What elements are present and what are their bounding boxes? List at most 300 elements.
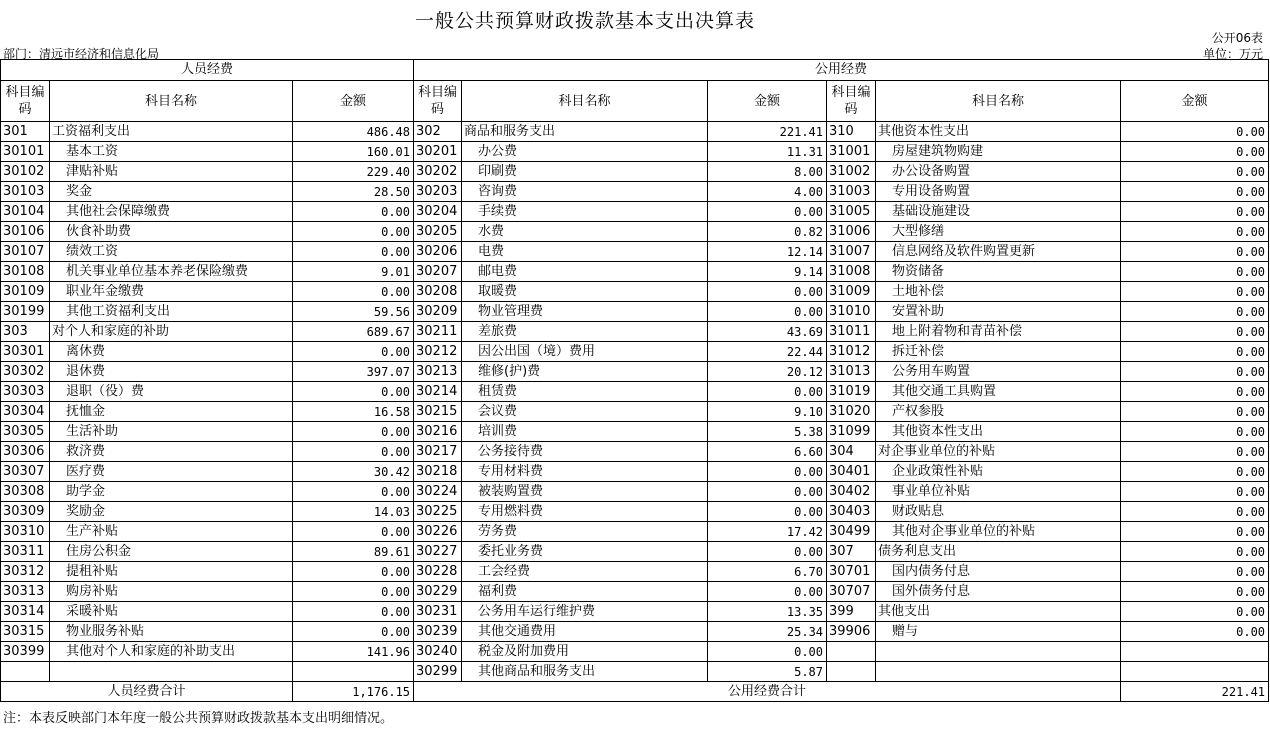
cell-name: 离休费 <box>50 342 293 362</box>
cell-amount: 0.00 <box>293 342 414 362</box>
cell-name: 基本工资 <box>50 142 293 162</box>
cell-code: 31011 <box>827 322 876 342</box>
cell-code: 30240 <box>414 642 462 662</box>
personnel-header: 人员经费 <box>1 60 414 81</box>
cell-amount <box>1121 642 1269 662</box>
cell-amount: 25.34 <box>708 622 827 642</box>
cell-code: 30102 <box>1 162 50 182</box>
cell-code: 30312 <box>1 562 50 582</box>
table-row <box>1 322 1269 342</box>
cell-name: 物业管理费 <box>462 302 708 322</box>
cell-amount: 0.00 <box>708 302 827 322</box>
cell-amount: 0.00 <box>1121 562 1269 582</box>
cell-code: 399 <box>827 602 876 622</box>
cell-code: 30309 <box>1 502 50 522</box>
cell-amount: 0.82 <box>708 222 827 242</box>
cell-name: 其他商品和服务支出 <box>462 662 708 682</box>
cell-name: 因公出国（境）费用 <box>462 342 708 362</box>
cell-amount: 6.70 <box>708 562 827 582</box>
personnel-total-amount: 1,176.15 <box>293 682 414 702</box>
code-header: 科目编码 <box>1 81 50 122</box>
cell-amount: 0.00 <box>1121 402 1269 422</box>
name-header: 科目名称 <box>876 81 1121 122</box>
cell-code: 30199 <box>1 302 50 322</box>
cell-code: 31008 <box>827 262 876 282</box>
cell-code: 31099 <box>827 422 876 442</box>
cell-code: 30499 <box>827 522 876 542</box>
cell-code: 301 <box>1 122 50 142</box>
footnote: 注：本表反映部门本年度一般公共预算财政拨款基本支出明细情况。 <box>3 711 394 726</box>
amount-header: 金额 <box>1121 81 1269 122</box>
cell-code: 30313 <box>1 582 50 602</box>
table-row <box>1 142 1269 162</box>
cell-code: 30101 <box>1 142 50 162</box>
cell-amount: 0.00 <box>1121 322 1269 342</box>
cell-name: 国外债务付息 <box>876 582 1121 602</box>
cell-name: 邮电费 <box>462 262 708 282</box>
cell-name: 信息网络及软件购置更新 <box>876 242 1121 262</box>
cell-amount: 6.60 <box>708 442 827 462</box>
cell-amount: 0.00 <box>293 202 414 222</box>
cell-name: 抚恤金 <box>50 402 293 422</box>
form-number: 公开06表 <box>1211 31 1263 45</box>
cell-name: 会议费 <box>462 402 708 422</box>
cell-amount: 89.61 <box>293 542 414 562</box>
cell-code: 30299 <box>414 662 462 682</box>
cell-name: 办公设备购置 <box>876 162 1121 182</box>
table-row <box>1 302 1269 322</box>
table-row <box>1 522 1269 542</box>
cell-name: 助学金 <box>50 482 293 502</box>
cell-name: 物资储备 <box>876 262 1121 282</box>
cell-amount: 0.00 <box>1121 502 1269 522</box>
cell-name: 专用材料费 <box>462 462 708 482</box>
cell-name: 事业单位补贴 <box>876 482 1121 502</box>
department-label: 部门：清远市经济和信息化局 <box>3 47 160 61</box>
cell-amount: 9.01 <box>293 262 414 282</box>
cell-amount: 5.87 <box>708 662 827 682</box>
cell-amount: 689.67 <box>293 322 414 342</box>
cell-amount: 0.00 <box>708 462 827 482</box>
cell-amount: 0.00 <box>1121 142 1269 162</box>
cell-code: 30306 <box>1 442 50 462</box>
cell-code: 30104 <box>1 202 50 222</box>
cell-code: 30307 <box>1 462 50 482</box>
cell-amount: 17.42 <box>708 522 827 542</box>
cell-name: 其他对个人和家庭的补助支出 <box>50 642 293 662</box>
cell-code: 30305 <box>1 422 50 442</box>
cell-code: 30103 <box>1 182 50 202</box>
cell-code: 30109 <box>1 282 50 302</box>
cell-name: 财政贴息 <box>876 502 1121 522</box>
cell-code: 30315 <box>1 622 50 642</box>
cell-code: 303 <box>1 322 50 342</box>
cell-code: 30212 <box>414 342 462 362</box>
cell-code: 30304 <box>1 402 50 422</box>
table-row <box>1 462 1269 482</box>
cell-name: 其他工资福利支出 <box>50 302 293 322</box>
cell-name: 债务利息支出 <box>876 542 1121 562</box>
cell-code: 30229 <box>414 582 462 602</box>
cell-amount: 0.00 <box>1121 462 1269 482</box>
table-row <box>1 362 1269 382</box>
cell-code: 30106 <box>1 222 50 242</box>
cell-name: 被装购置费 <box>462 482 708 502</box>
cell-amount: 0.00 <box>1121 302 1269 322</box>
cell-name: 绩效工资 <box>50 242 293 262</box>
cell-code <box>827 662 876 682</box>
cell-code: 30399 <box>1 642 50 662</box>
cell-code: 31005 <box>827 202 876 222</box>
cell-name: 奖金 <box>50 182 293 202</box>
cell-name: 租赁费 <box>462 382 708 402</box>
public-total-label: 公用经费合计 <box>414 682 1121 702</box>
cell-code: 30310 <box>1 522 50 542</box>
cell-code: 30215 <box>414 402 462 422</box>
cell-name: 其他资本性支出 <box>876 122 1121 142</box>
cell-amount: 4.00 <box>708 182 827 202</box>
cell-amount: 59.56 <box>293 302 414 322</box>
cell-name <box>876 642 1121 662</box>
cell-name: 对个人和家庭的补助 <box>50 322 293 342</box>
cell-amount: 0.00 <box>708 382 827 402</box>
cell-amount: 11.31 <box>708 142 827 162</box>
cell-name: 地上附着物和青苗补偿 <box>876 322 1121 342</box>
cell-name: 伙食补助费 <box>50 222 293 242</box>
cell-amount: 20.12 <box>708 362 827 382</box>
table-row <box>1 662 1269 682</box>
amount-header: 金额 <box>293 81 414 122</box>
cell-name: 生产补贴 <box>50 522 293 542</box>
cell-name: 退职（役）费 <box>50 382 293 402</box>
table-row <box>1 262 1269 282</box>
cell-name: 委托业务费 <box>462 542 708 562</box>
cell-amount: 229.40 <box>293 162 414 182</box>
cell-code: 302 <box>414 122 462 142</box>
cell-name: 劳务费 <box>462 522 708 542</box>
cell-amount: 0.00 <box>1121 382 1269 402</box>
cell-code: 30224 <box>414 482 462 502</box>
cell-amount: 5.38 <box>708 422 827 442</box>
table-row <box>1 642 1269 662</box>
unit-label: 单位：万元 <box>1202 47 1263 61</box>
table-row <box>1 482 1269 502</box>
cell-code: 30225 <box>414 502 462 522</box>
cell-name: 手续费 <box>462 202 708 222</box>
cell-amount: 0.00 <box>293 242 414 262</box>
cell-amount: 0.00 <box>708 542 827 562</box>
cell-code: 30209 <box>414 302 462 322</box>
cell-amount: 0.00 <box>1121 222 1269 242</box>
public-header: 公用经费 <box>414 60 1269 81</box>
cell-name: 物业服务补贴 <box>50 622 293 642</box>
cell-code: 30201 <box>414 142 462 162</box>
cell-amount: 0.00 <box>293 482 414 502</box>
cell-amount: 0.00 <box>293 582 414 602</box>
table-row <box>1 382 1269 402</box>
table-row <box>1 562 1269 582</box>
cell-name: 机关事业单位基本养老保险缴费 <box>50 262 293 282</box>
table-row <box>1 622 1269 642</box>
cell-code: 30214 <box>414 382 462 402</box>
cell-name: 工资福利支出 <box>50 122 293 142</box>
cell-amount: 0.00 <box>293 622 414 642</box>
cell-name: 其他交通费用 <box>462 622 708 642</box>
cell-code: 30308 <box>1 482 50 502</box>
cell-amount: 0.00 <box>293 442 414 462</box>
cell-name: 产权参股 <box>876 402 1121 422</box>
cell-amount: 0.00 <box>293 562 414 582</box>
cell-amount <box>1121 662 1269 682</box>
cell-code: 307 <box>827 542 876 562</box>
table-row <box>1 162 1269 182</box>
cell-name: 对企事业单位的补贴 <box>876 442 1121 462</box>
cell-code: 31013 <box>827 362 876 382</box>
cell-amount: 9.14 <box>708 262 827 282</box>
cell-name: 其他对企事业单位的补贴 <box>876 522 1121 542</box>
cell-amount: 13.35 <box>708 602 827 622</box>
cell-amount: 0.00 <box>1121 482 1269 502</box>
cell-name: 其他资本性支出 <box>876 422 1121 442</box>
cell-amount: 0.00 <box>1121 282 1269 302</box>
cell-code: 31010 <box>827 302 876 322</box>
name-header: 科目名称 <box>462 81 708 122</box>
cell-name: 赠与 <box>876 622 1121 642</box>
cell-code: 31006 <box>827 222 876 242</box>
cell-code: 30231 <box>414 602 462 622</box>
cell-name: 提租补贴 <box>50 562 293 582</box>
table-row <box>1 182 1269 202</box>
cell-amount: 22.44 <box>708 342 827 362</box>
cell-name: 职业年金缴费 <box>50 282 293 302</box>
cell-amount: 0.00 <box>708 502 827 522</box>
cell-code: 30203 <box>414 182 462 202</box>
cell-amount: 43.69 <box>708 322 827 342</box>
cell-name <box>876 662 1121 682</box>
cell-amount: 16.58 <box>293 402 414 422</box>
cell-amount <box>293 662 414 682</box>
cell-code: 31003 <box>827 182 876 202</box>
cell-name: 税金及附加费用 <box>462 642 708 662</box>
cell-name: 其他社会保障缴费 <box>50 202 293 222</box>
public-total-amount: 221.41 <box>1121 682 1269 702</box>
cell-name: 购房补贴 <box>50 582 293 602</box>
cell-amount: 160.01 <box>293 142 414 162</box>
cell-code: 31012 <box>827 342 876 362</box>
cell-amount: 0.00 <box>708 282 827 302</box>
cell-code: 30402 <box>827 482 876 502</box>
table-row <box>1 422 1269 442</box>
cell-code: 31002 <box>827 162 876 182</box>
cell-name: 其他交通工具购置 <box>876 382 1121 402</box>
cell-amount: 0.00 <box>1121 602 1269 622</box>
table-row <box>1 442 1269 462</box>
cell-amount: 0.00 <box>1121 202 1269 222</box>
cell-amount: 30.42 <box>293 462 414 482</box>
personnel-total-label: 人员经费合计 <box>1 682 293 702</box>
table-row <box>1 282 1269 302</box>
cell-amount: 141.96 <box>293 642 414 662</box>
cell-name: 工会经费 <box>462 562 708 582</box>
cell-amount: 12.14 <box>708 242 827 262</box>
cell-amount: 0.00 <box>708 642 827 662</box>
cell-name: 基础设施建设 <box>876 202 1121 222</box>
cell-name: 津贴补贴 <box>50 162 293 182</box>
cell-amount: 0.00 <box>1121 182 1269 202</box>
cell-name: 安置补助 <box>876 302 1121 322</box>
table-row <box>1 602 1269 622</box>
table-row <box>1 242 1269 262</box>
cell-code <box>827 642 876 662</box>
cell-name: 取暖费 <box>462 282 708 302</box>
cell-name: 医疗费 <box>50 462 293 482</box>
cell-code: 30204 <box>414 202 462 222</box>
cell-amount: 0.00 <box>1121 242 1269 262</box>
cell-name: 采暖补贴 <box>50 602 293 622</box>
cell-code: 31009 <box>827 282 876 302</box>
cell-name: 培训费 <box>462 422 708 442</box>
cell-name: 维修(护)费 <box>462 362 708 382</box>
cell-code: 30311 <box>1 542 50 562</box>
cell-name: 专用设备购置 <box>876 182 1121 202</box>
cell-amount: 0.00 <box>708 482 827 502</box>
cell-amount: 0.00 <box>1121 442 1269 462</box>
cell-code: 30218 <box>414 462 462 482</box>
cell-code: 30401 <box>827 462 876 482</box>
cell-name: 大型修缮 <box>876 222 1121 242</box>
code-header: 科目编码 <box>414 81 462 122</box>
cell-name: 拆迁补偿 <box>876 342 1121 362</box>
cell-amount: 397.07 <box>293 362 414 382</box>
cell-code: 30207 <box>414 262 462 282</box>
cell-name: 退休费 <box>50 362 293 382</box>
cell-amount: 28.50 <box>293 182 414 202</box>
cell-name: 咨询费 <box>462 182 708 202</box>
cell-code: 30108 <box>1 262 50 282</box>
code-header: 科目编码 <box>827 81 876 122</box>
cell-code: 304 <box>827 442 876 462</box>
cell-code: 30301 <box>1 342 50 362</box>
cell-name: 土地补偿 <box>876 282 1121 302</box>
cell-name: 国内债务付息 <box>876 562 1121 582</box>
cell-code: 31019 <box>827 382 876 402</box>
cell-name: 公务接待费 <box>462 442 708 462</box>
cell-name: 住房公积金 <box>50 542 293 562</box>
cell-code <box>1 662 50 682</box>
cell-name: 电费 <box>462 242 708 262</box>
table-row <box>1 342 1269 362</box>
cell-amount: 0.00 <box>293 382 414 402</box>
cell-name: 公务用车购置 <box>876 362 1121 382</box>
cell-amount: 0.00 <box>1121 362 1269 382</box>
cell-code: 30227 <box>414 542 462 562</box>
cell-name: 生活补助 <box>50 422 293 442</box>
cell-amount: 0.00 <box>1121 522 1269 542</box>
cell-name: 其他支出 <box>876 602 1121 622</box>
cell-code: 31007 <box>827 242 876 262</box>
cell-code: 30211 <box>414 322 462 342</box>
cell-code: 30217 <box>414 442 462 462</box>
expenditure-table <box>0 59 1269 702</box>
cell-amount: 0.00 <box>293 282 414 302</box>
cell-code: 31001 <box>827 142 876 162</box>
cell-amount: 8.00 <box>708 162 827 182</box>
cell-amount: 0.00 <box>1121 422 1269 442</box>
cell-code: 30206 <box>414 242 462 262</box>
cell-name: 专用燃料费 <box>462 502 708 522</box>
table-row <box>1 202 1269 222</box>
cell-name: 奖励金 <box>50 502 293 522</box>
cell-amount: 0.00 <box>1121 342 1269 362</box>
cell-code: 30403 <box>827 502 876 522</box>
cell-name: 商品和服务支出 <box>462 122 708 142</box>
cell-amount: 0.00 <box>1121 262 1269 282</box>
cell-name: 印刷费 <box>462 162 708 182</box>
cell-name: 公务用车运行维护费 <box>462 602 708 622</box>
cell-amount: 0.00 <box>1121 622 1269 642</box>
cell-code: 30228 <box>414 562 462 582</box>
cell-code: 30303 <box>1 382 50 402</box>
cell-amount: 14.03 <box>293 502 414 522</box>
cell-name: 水费 <box>462 222 708 242</box>
cell-amount: 0.00 <box>1121 542 1269 562</box>
cell-name: 救济费 <box>50 442 293 462</box>
cell-code: 39906 <box>827 622 876 642</box>
cell-code: 30239 <box>414 622 462 642</box>
table-row <box>1 542 1269 562</box>
cell-code: 30701 <box>827 562 876 582</box>
cell-code: 31020 <box>827 402 876 422</box>
name-header: 科目名称 <box>50 81 293 122</box>
cell-name: 办公费 <box>462 142 708 162</box>
cell-code: 30302 <box>1 362 50 382</box>
cell-code: 30107 <box>1 242 50 262</box>
cell-amount: 0.00 <box>1121 122 1269 142</box>
cell-amount: 221.41 <box>708 122 827 142</box>
cell-amount: 0.00 <box>708 202 827 222</box>
cell-amount: 0.00 <box>293 522 414 542</box>
cell-code: 30205 <box>414 222 462 242</box>
cell-amount: 0.00 <box>293 222 414 242</box>
cell-amount: 486.48 <box>293 122 414 142</box>
cell-amount: 0.00 <box>708 582 827 602</box>
cell-amount: 0.00 <box>293 602 414 622</box>
table-row <box>1 502 1269 522</box>
page-title: 一般公共预算财政拨款基本支出决算表 <box>414 10 755 32</box>
cell-amount: 0.00 <box>1121 582 1269 602</box>
cell-name <box>50 662 293 682</box>
cell-name: 差旅费 <box>462 322 708 342</box>
cell-name: 企业政策性补贴 <box>876 462 1121 482</box>
cell-code: 30208 <box>414 282 462 302</box>
table-row <box>1 402 1269 422</box>
cell-name: 房屋建筑物购建 <box>876 142 1121 162</box>
cell-code: 30202 <box>414 162 462 182</box>
cell-code: 30216 <box>414 422 462 442</box>
cell-amount: 0.00 <box>1121 162 1269 182</box>
cell-amount: 9.10 <box>708 402 827 422</box>
cell-code: 310 <box>827 122 876 142</box>
amount-header: 金额 <box>708 81 827 122</box>
cell-amount: 0.00 <box>293 422 414 442</box>
cell-code: 30226 <box>414 522 462 542</box>
table-row <box>1 582 1269 602</box>
table-row <box>1 222 1269 242</box>
cell-name: 福利费 <box>462 582 708 602</box>
table-row <box>1 122 1269 142</box>
cell-code: 30314 <box>1 602 50 622</box>
cell-code: 30707 <box>827 582 876 602</box>
